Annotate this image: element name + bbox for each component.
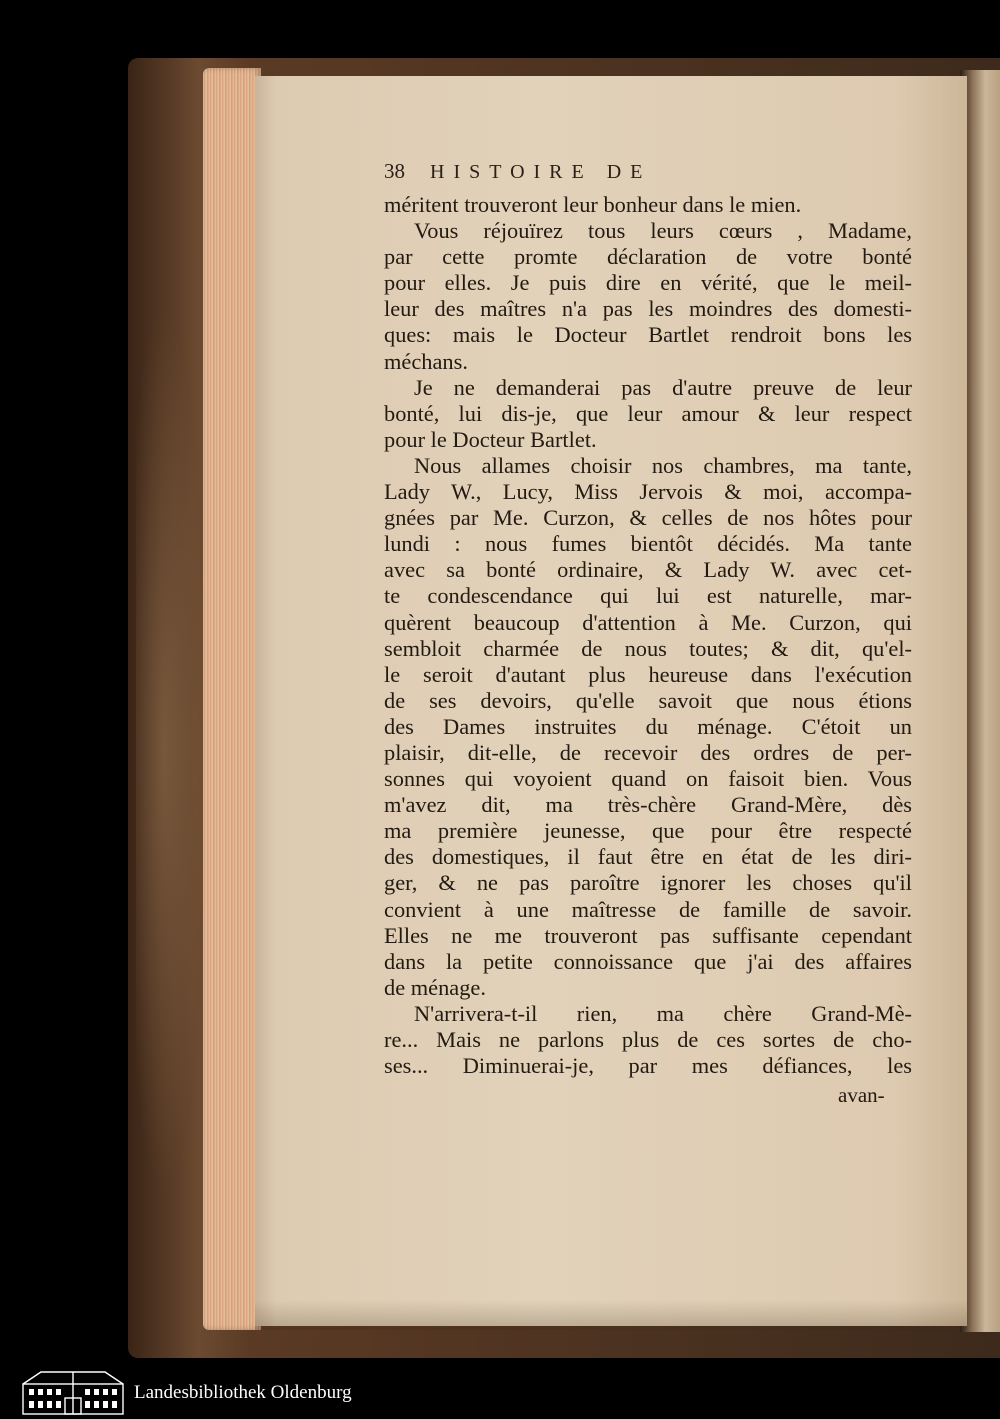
text-line: des domestiques, il faut être en état de les diri- <box>384 844 912 870</box>
text-line: bonté, lui dis-je, que leur amour & leur respect <box>384 400 912 426</box>
text-line: des Dames instruites du ménage. C'étoit un <box>384 713 912 739</box>
text-line: ses... Diminuerai-je, par mes défiances, les <box>384 1053 912 1079</box>
text-line: ques: mais le Docteur Bartlet rendroit bons les <box>384 322 912 348</box>
text-line: ma première jeunesse, que pour être respecté <box>384 818 912 844</box>
text-line: leur des maîtres n'a pas les moindres des domesti- <box>384 296 912 322</box>
running-title: HISTOIRE DE <box>430 161 652 183</box>
text-line: par cette promte déclaration de votre bonté <box>384 244 912 270</box>
text-line: te condescendance qui lui est naturelle, mar- <box>384 583 912 609</box>
text-line: N'arrivera-t-il rien, ma chère Grand-Mè- <box>414 1000 912 1026</box>
library-building-icon <box>21 1368 125 1416</box>
page-shadow <box>255 1300 967 1330</box>
text-line: convient à une maîtresse de famille de savoir. <box>384 896 912 922</box>
cover-wear <box>136 300 206 1200</box>
text-line: Vous réjouïrez tous leurs cœurs , Madame, <box>414 218 912 244</box>
text-line: pour elles. Je puis dire en vérité, que le meil- <box>384 270 912 296</box>
page-text <box>384 158 912 1079</box>
text-line: Je ne demanderai pas d'autre preuve de leur <box>414 374 912 400</box>
text-line: Lady W., Lucy, Miss Jervois & moi, accompa- <box>384 479 912 505</box>
text-line: lundi : nous fumes bientôt décidés. Ma tante <box>384 531 912 557</box>
text-line: sembloit charmée de nous toutes; & dit, qu'el- <box>384 635 912 661</box>
text-line: gnées par Me. Curzon, & celles de nos hôtes pour <box>384 505 912 531</box>
text-line: avec sa bonté ordinaire, & Lady W. avec cet- <box>384 557 912 583</box>
text-line: sonnes qui voyoient quand on faisoit bien. Vous <box>384 766 912 792</box>
text-line: méchans. <box>384 348 468 374</box>
text-line: méritent trouveront leur bonheur dans le mien. <box>384 192 802 217</box>
text-line: Elles ne me trouveront pas suffisante cependant <box>384 922 912 948</box>
text-line: re... Mais ne parlons plus de ces sortes de cho- <box>384 1027 912 1052</box>
text-line: pour le Docteur Bartlet. <box>384 426 597 452</box>
text-line: dans la petite connoissance que j'ai des affaires <box>384 948 912 974</box>
page-header <box>384 158 912 184</box>
text-lines <box>384 192 912 1079</box>
text-line: plaisir, dit-elle, de recevoir des ordres de per- <box>384 739 912 765</box>
text-line: de ménage. <box>384 974 486 1000</box>
page-edges <box>203 68 261 1330</box>
page-number: 38 <box>384 159 405 183</box>
catchword: avan- <box>838 1083 885 1107</box>
text-line: m'avez dit, ma très-chère Grand-Mère, dès <box>384 792 912 818</box>
text-line: quèrent beaucoup d'attention à Me. Curzon, qui <box>384 609 912 635</box>
library-name: Landesbibliothek Oldenburg <box>134 1382 352 1403</box>
text-line: ger, & ne pas paroître ignorer les choses qu'il <box>384 870 912 896</box>
text-line: le seroit d'autant plus heureuse dans l'exécution <box>384 661 912 687</box>
text-line: de ses devoirs, qu'elle savoit que nous étions <box>384 687 912 713</box>
text-line: Nous allames choisir nos chambres, ma tante, <box>414 452 912 478</box>
